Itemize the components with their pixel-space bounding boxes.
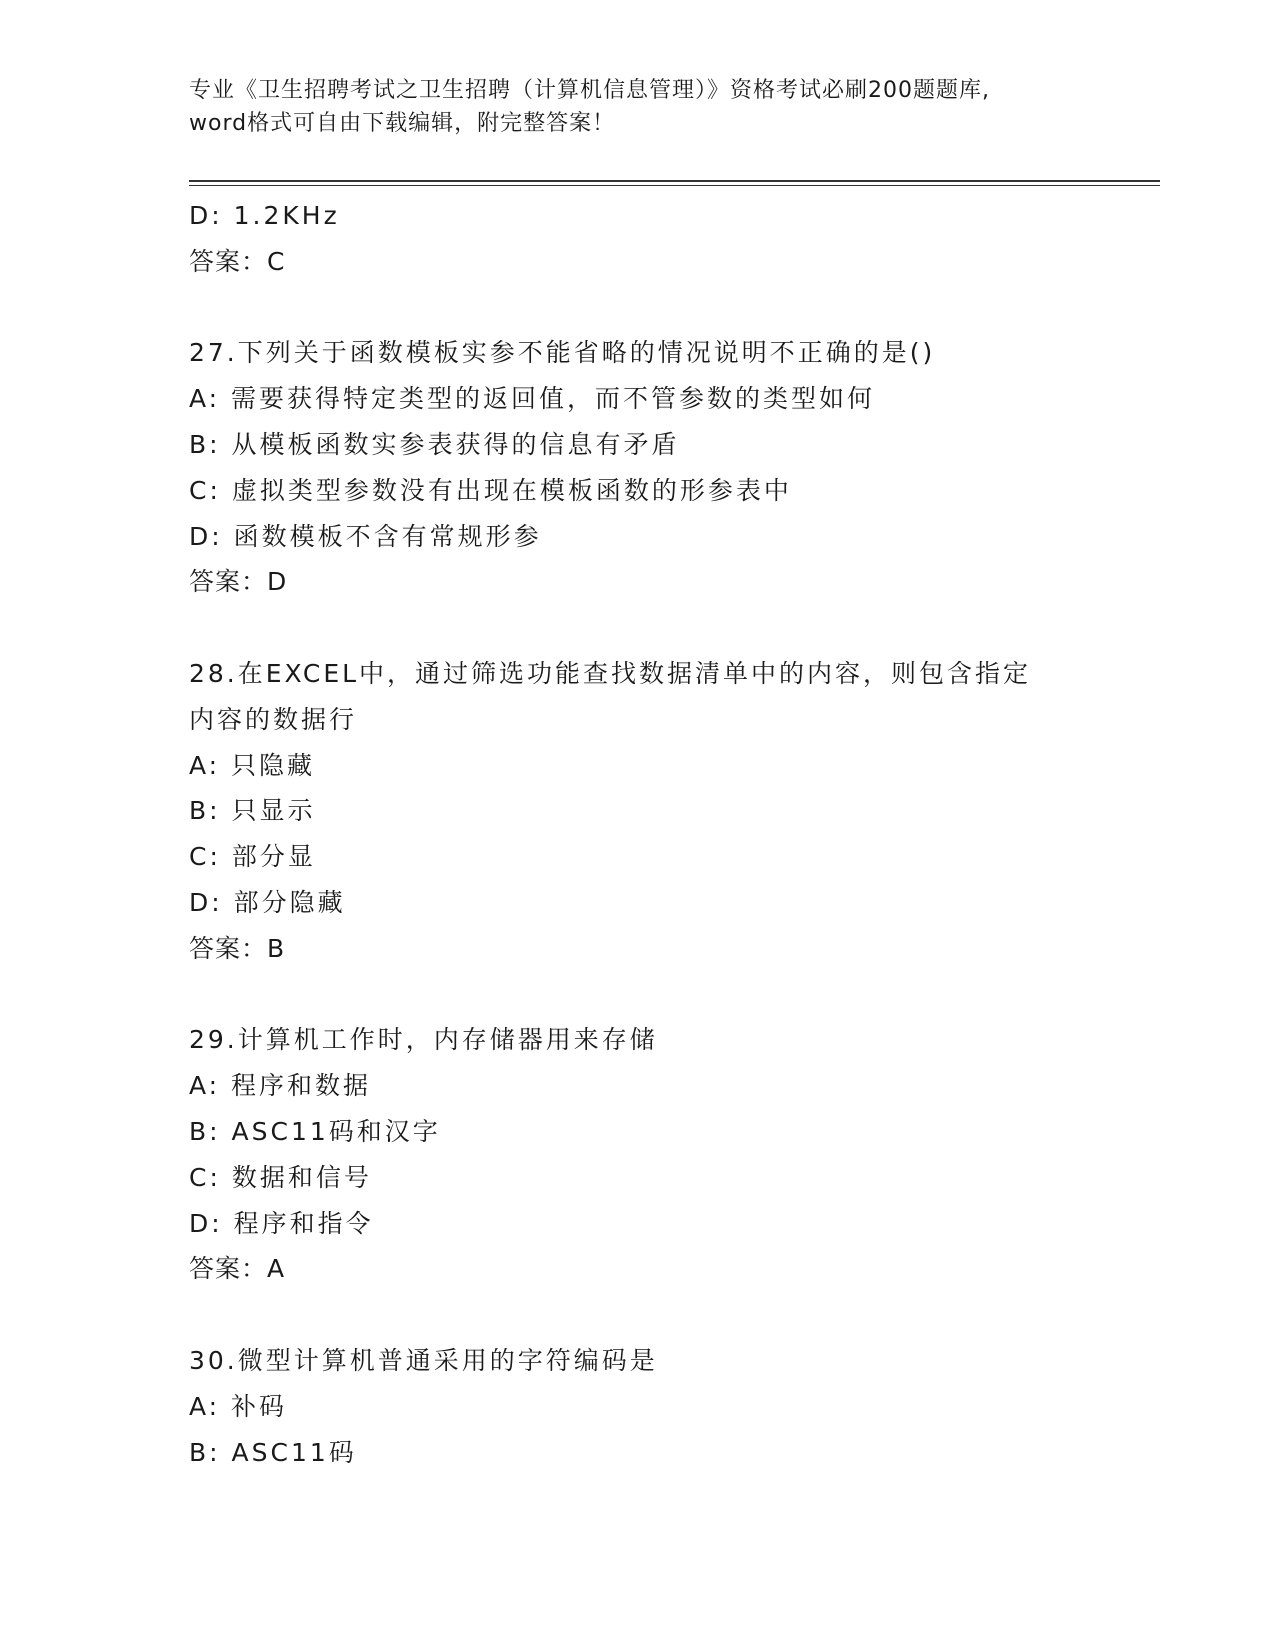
answer: 答案：D	[189, 567, 288, 597]
option-b: B: ASC11码和汉字	[189, 1116, 441, 1146]
option-b: B: 从模板函数实参表获得的信息有矛盾	[189, 429, 680, 459]
question-stem: 27.下列关于函数模板实参不能省略的情况说明不正确的是()	[189, 338, 936, 368]
answer: 答案：B	[189, 933, 286, 963]
option-d: D: 程序和指令	[189, 1208, 374, 1238]
question-list	[189, 193, 1089, 1475]
header-divider	[189, 180, 1160, 182]
spacer	[189, 285, 1089, 331]
question-30	[189, 1338, 1089, 1475]
prev-question-option-d: D: 1.2KHz	[189, 201, 340, 230]
document-header	[189, 74, 1089, 140]
question-stem: 28.在EXCEL中，通过筛选功能查找数据清单中的内容，则包含指定内容的数据行	[189, 658, 1032, 734]
option-d: D: 函数模板不含有常规形参	[189, 521, 542, 551]
header-title-line-1: 专业《卫生招聘考试之卫生招聘（计算机信息管理）》资格考试必刷200题题库,	[189, 78, 990, 103]
option-d: D: 部分隐藏	[189, 887, 346, 917]
option-a: A: 补码	[189, 1391, 288, 1421]
spacer	[189, 1292, 1089, 1338]
header-divider-thin	[189, 185, 1160, 186]
option-a: A: 只隐藏	[189, 750, 316, 780]
option-a: A: 需要获得特定类型的返回值，而不管参数的类型如何	[189, 384, 876, 414]
spacer	[189, 972, 1089, 1018]
option-b: B: 只显示	[189, 796, 316, 826]
option-a: A: 程序和数据	[189, 1071, 372, 1101]
option-c: C: 数据和信号	[189, 1162, 372, 1192]
prev-question-answer: 答案：C	[189, 246, 286, 276]
answer: 答案：A	[189, 1254, 286, 1284]
option-c: C: 虚拟类型参数没有出现在模板函数的形参表中	[189, 475, 792, 505]
spacer	[189, 605, 1089, 651]
question-stem: 30.微型计算机普通采用的字符编码是	[189, 1345, 658, 1375]
question-stem: 29.计算机工作时，内存储器用来存储	[189, 1025, 658, 1055]
header-title-line-2: word格式可自由下载编辑，附完整答案！	[189, 111, 616, 136]
question-29	[189, 1017, 1089, 1292]
question-27	[189, 330, 1089, 605]
question-28	[189, 651, 1089, 972]
option-b: B: ASC11码	[189, 1437, 357, 1467]
option-c: C: 部分显	[189, 842, 316, 872]
